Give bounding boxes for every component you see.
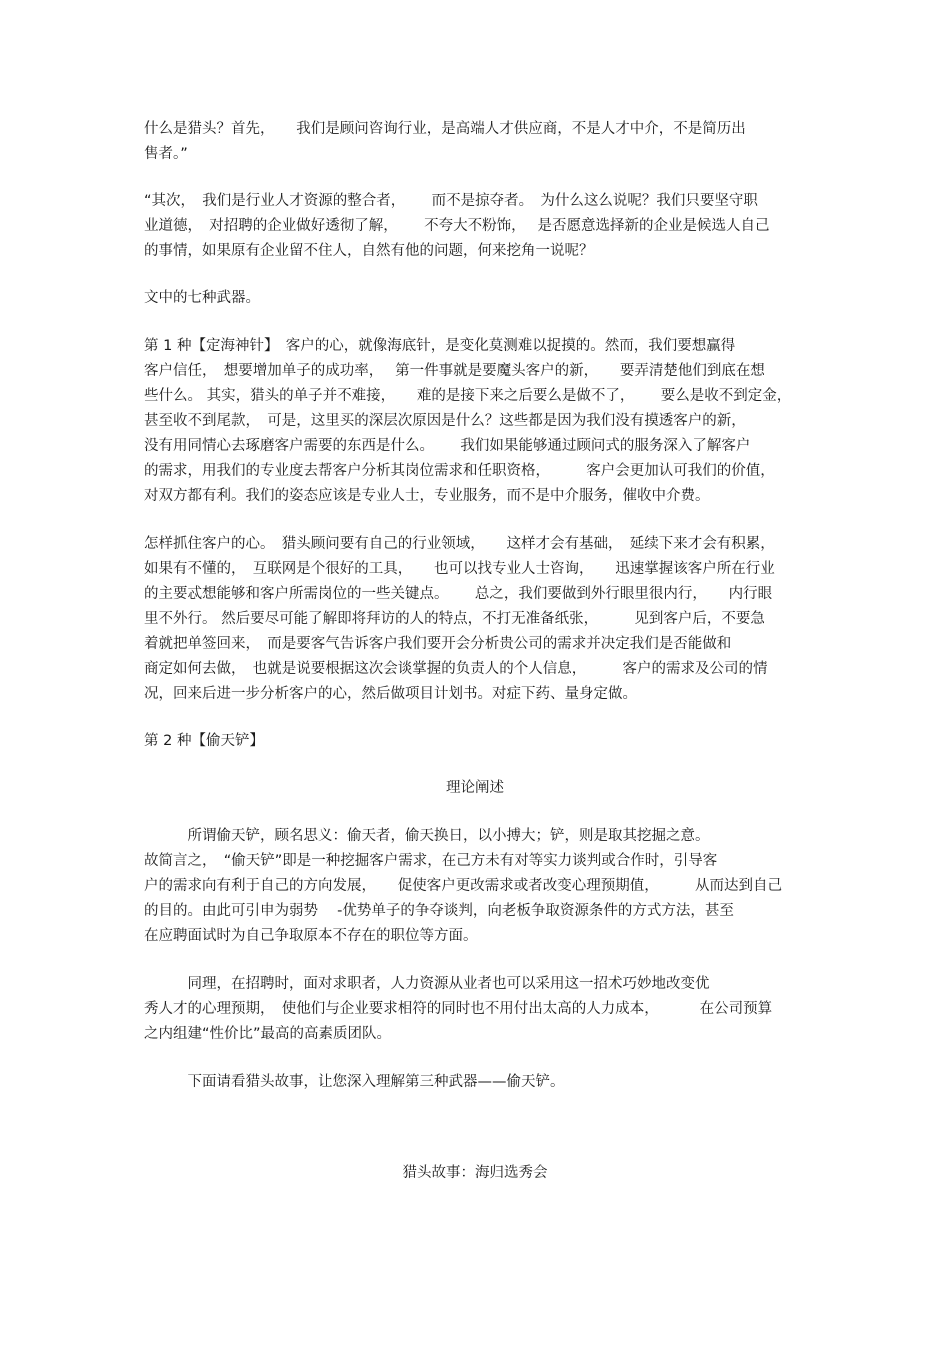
paragraph-line: 第 1 种【定海神针】 客户的心，就像海底针，是变化莫测难以捉摸的。然而，我们要想赢得 xyxy=(144,338,736,354)
paragraph-line: 没有用同情心去琢磨客户需要的东西是什么。 我们如果能够通过顾问式的服务深入了解客户 xyxy=(144,438,751,454)
paragraph-line: 些什么。 其实，猎头的单子并不难接， 难的是接下来之后要么是做不了， 要么是收不到定金， xyxy=(144,388,792,404)
paragraph-line: 况，回来后进一步分析客户的心，然后做项目计划书。对症下药、量身定做。 xyxy=(144,686,637,702)
paragraph-line: 下面请看猎头故事，让您深入理解第三种武器——偷天铲。 xyxy=(144,1074,565,1090)
paragraph-line: 客户信任， 想要增加单子的成功率， 第一件事就是要魔头客户的新， 要弄清楚他们到底在想 xyxy=(144,363,765,379)
paragraph-line: 的事情，如果原有企业留不住人，自然有他的问题，何来挖角一说呢？ xyxy=(144,243,594,259)
paragraph-line: 对双方都有利。我们的姿态应该是专业人士，专业服务，而不是中介服务，催收中介费。 xyxy=(144,488,710,504)
paragraph-line: 所谓偷天铲，顾名思义：偷天者，偷天换日，以小搏大；铲，则是取其挖掘之意。 xyxy=(144,828,710,844)
section-heading: 第 2 种【偷天铲】 xyxy=(144,733,264,749)
paragraph-line: 秀人才的心理预期， 使他们与企业要求相符的同时也不用付出太高的人力成本， 在公司预算 xyxy=(144,1001,773,1017)
story-title: 猎头故事：海归选秀会 xyxy=(402,1165,548,1181)
paragraph-line: 什么是猎头？首先， 我们是顾问咨询行业，是高端人才供应商，不是人才中介，不是简历出 xyxy=(144,121,746,137)
paragraph-line: 的需求，用我们的专业度去帮客户分析其岗位需求和任职资格， 客户会更加认可我们的价值， xyxy=(144,463,775,479)
paragraph-line: 同理，在招聘时，面对求职者，人力资源从业者也可以采用这一招术巧妙地改变优 xyxy=(144,976,710,992)
paragraph-line: 售者。” xyxy=(144,146,188,162)
paragraph-line: 着就把单签回来， 而是要客气告诉客户我们要开会分析贵公司的需求并决定我们是否能做和 xyxy=(144,636,732,652)
paragraph-line: 的目的。由此可引申为弱势 -优势单子的争夺谈判，向老板争取资源条件的方式方法，甚至 xyxy=(144,903,734,919)
paragraph-line: 之内组建“性价比”最高的高素质团队。 xyxy=(144,1026,392,1042)
paragraph-line: 户的需求向有利于自己的方向发展， 促使客户更改需求或者改变心理预期值， 从而达到自己 xyxy=(144,878,782,894)
paragraph-line: 商定如何去做， 也就是说要根据这次会谈掌握的负责人的个人信息， 客户的需求及公司的情 xyxy=(144,661,768,677)
subsection-title: 理论阐述 xyxy=(446,780,504,796)
paragraph-line: 如果有不懂的， 互联网是个很好的工具， 也可以找专业人士咨询， 迅速掌握该客户所在行业 xyxy=(144,561,775,577)
paragraph-line: 文中的七种武器。 xyxy=(144,290,260,306)
paragraph-line: 在应聘面试时为自己争取原本不存在的职位等方面。 xyxy=(144,928,478,944)
paragraph-line: 的主要忒想能够和客户所需岗位的一些关键点。 总之，我们要做到外行眼里很内行， 内行眼 xyxy=(144,586,773,602)
paragraph-line: 甚至收不到尾款， 可是，这里买的深层次原因是什么？这些都是因为我们没有摸透客户的新， xyxy=(144,413,746,429)
paragraph-line: 业道德， 对招聘的企业做好透彻了解， 不夸大不粉饰， 是否愿意选择新的企业是候选人自己 xyxy=(144,218,770,234)
paragraph-line: 里不外行。 然后要尽可能了解即将拜访的人的特点，不打无准备纸张， 见到客户后，不要急 xyxy=(144,611,765,627)
paragraph-line: “其次， 我们是行业人才资源的整合者， 而不是掠夺者。 为什么这么说呢？我们只要坚守职 xyxy=(144,193,758,209)
paragraph-line: 怎样抓住客户的心。 猎头顾问要有自己的行业领域， 这样才会有基础， 延续下来才会有积累， xyxy=(144,536,775,552)
paragraph-line: 故简言之， “偷天铲”即是一种挖掘客户需求，在己方未有对等实力谈判或合作时，引导客 xyxy=(144,853,718,869)
